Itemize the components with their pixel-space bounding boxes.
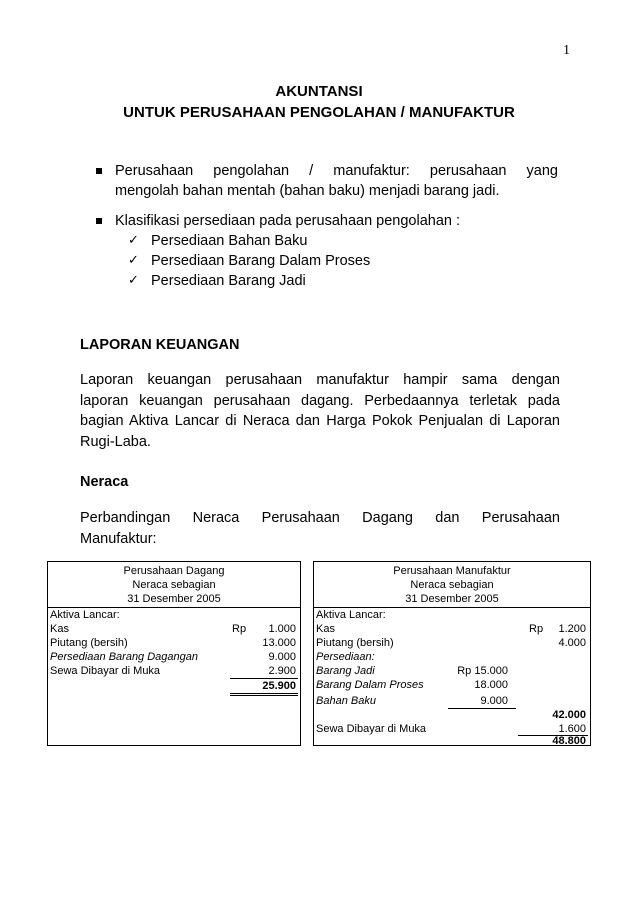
row-label: Barang Dalam Proses bbox=[316, 679, 424, 691]
row-label: Sewa Dibayar di Muka bbox=[316, 723, 427, 735]
subtotal-amount: 42.000 bbox=[552, 709, 586, 721]
check-item-label: Persediaan Barang Dalam Proses bbox=[151, 253, 371, 269]
row-amount: 13.000 bbox=[262, 637, 296, 649]
paragraph-line: bagian Aktiva Lancar di Neraca dan Harga Pokok Penjualan di Laporan bbox=[80, 413, 560, 429]
row-label: Barang Jadi bbox=[316, 665, 375, 677]
row-amount: 4.000 bbox=[558, 637, 586, 649]
bullet-item bbox=[96, 161, 558, 203]
sum-underline bbox=[448, 708, 516, 709]
row-label: Persediaan Barang Dagangan bbox=[50, 651, 199, 663]
row-label: Kas bbox=[316, 623, 335, 635]
paragraph-line: Laporan keuangan perusahaan manufaktur hampir sama dengan bbox=[80, 372, 560, 388]
paragraph-line: laporan keuangan perusahaan dagang. Perbedaannya terletak pada bbox=[80, 392, 560, 409]
row-label: Bahan Baku bbox=[316, 695, 376, 707]
check-item-label: Persediaan Barang Jadi bbox=[151, 273, 306, 289]
square-bullet-icon bbox=[96, 218, 102, 224]
checkmark-icon: ✓ bbox=[128, 273, 139, 288]
neraca-paragraph bbox=[80, 508, 560, 549]
row-label: Piutang (bersih) bbox=[316, 637, 394, 649]
table-header-line: Neraca sebagian bbox=[410, 579, 494, 591]
table-header-line: 31 Desember 2005 bbox=[405, 593, 499, 605]
check-item-label: Persediaan Bahan Baku bbox=[151, 233, 308, 249]
bullet-text-line: Perusahaan pengolahan / manufaktur: perusahaan yang bbox=[115, 163, 558, 179]
row-currency: Rp bbox=[529, 623, 544, 635]
total-amount: 48.800 bbox=[552, 735, 586, 747]
checkmark-icon: ✓ bbox=[128, 233, 139, 248]
paragraph-line: Rugi-Laba. bbox=[80, 433, 151, 450]
bullet-text-line: Klasifikasi persediaan pada perusahaan pengolahan : bbox=[115, 213, 461, 229]
page-subtitle: UNTUK PERUSAHAAN PENGOLAHAN / MANUFAKTUR bbox=[123, 104, 515, 121]
section-heading-laporan: LAPORAN KEUANGAN bbox=[80, 337, 240, 353]
page-number: 1 bbox=[563, 43, 570, 58]
sum-underline bbox=[230, 678, 298, 679]
row-amount: 9.000 bbox=[480, 695, 508, 707]
row-label: Sewa Dibayar di Muka bbox=[50, 665, 161, 677]
row-label: Piutang (bersih) bbox=[50, 637, 128, 649]
row-amount: 2.900 bbox=[268, 665, 296, 677]
table-header bbox=[48, 562, 300, 608]
total-amount: 25.900 bbox=[262, 680, 296, 692]
table-header-line: Perusahaan Dagang bbox=[123, 565, 225, 577]
row-amount: 1.600 bbox=[558, 723, 586, 735]
section-heading-neraca: Neraca bbox=[80, 474, 129, 490]
row-amount: 1.000 bbox=[268, 623, 296, 635]
table-header-line: Perusahaan Manufaktur bbox=[393, 565, 511, 577]
bullet-item bbox=[96, 211, 558, 233]
table-header-line: 31 Desember 2005 bbox=[127, 593, 221, 605]
row-label: Persediaan: bbox=[316, 651, 375, 663]
page-title: AKUNTANSI bbox=[275, 83, 363, 100]
row-amount: 18.000 bbox=[474, 679, 508, 691]
row-label: Kas bbox=[50, 623, 69, 635]
section-label: Aktiva Lancar: bbox=[316, 609, 386, 621]
row-currency: Rp bbox=[232, 623, 247, 635]
section-label: Aktiva Lancar: bbox=[50, 609, 120, 621]
table-header bbox=[314, 562, 590, 608]
row-amount: Rp 15.000 bbox=[457, 665, 508, 677]
total-double-underline bbox=[230, 693, 298, 694]
laporan-paragraph bbox=[80, 370, 560, 452]
bullet-text-line: mengolah bahan mentah (bahan baku) menjadi barang jadi. bbox=[115, 183, 500, 199]
total-double-underline bbox=[230, 695, 298, 696]
paragraph-line: Manufaktur: bbox=[80, 530, 157, 547]
checkmark-icon: ✓ bbox=[128, 253, 139, 268]
row-amount: 9.000 bbox=[268, 651, 296, 663]
table-perusahaan-manufaktur bbox=[313, 561, 591, 746]
square-bullet-icon bbox=[96, 168, 102, 174]
table-perusahaan-dagang bbox=[47, 561, 301, 746]
paragraph-line: Perbandingan Neraca Perusahaan Dagang dan Perusahaan bbox=[80, 510, 560, 526]
row-amount: 1.200 bbox=[558, 623, 586, 635]
table-header-line: Neraca sebagian bbox=[132, 579, 216, 591]
